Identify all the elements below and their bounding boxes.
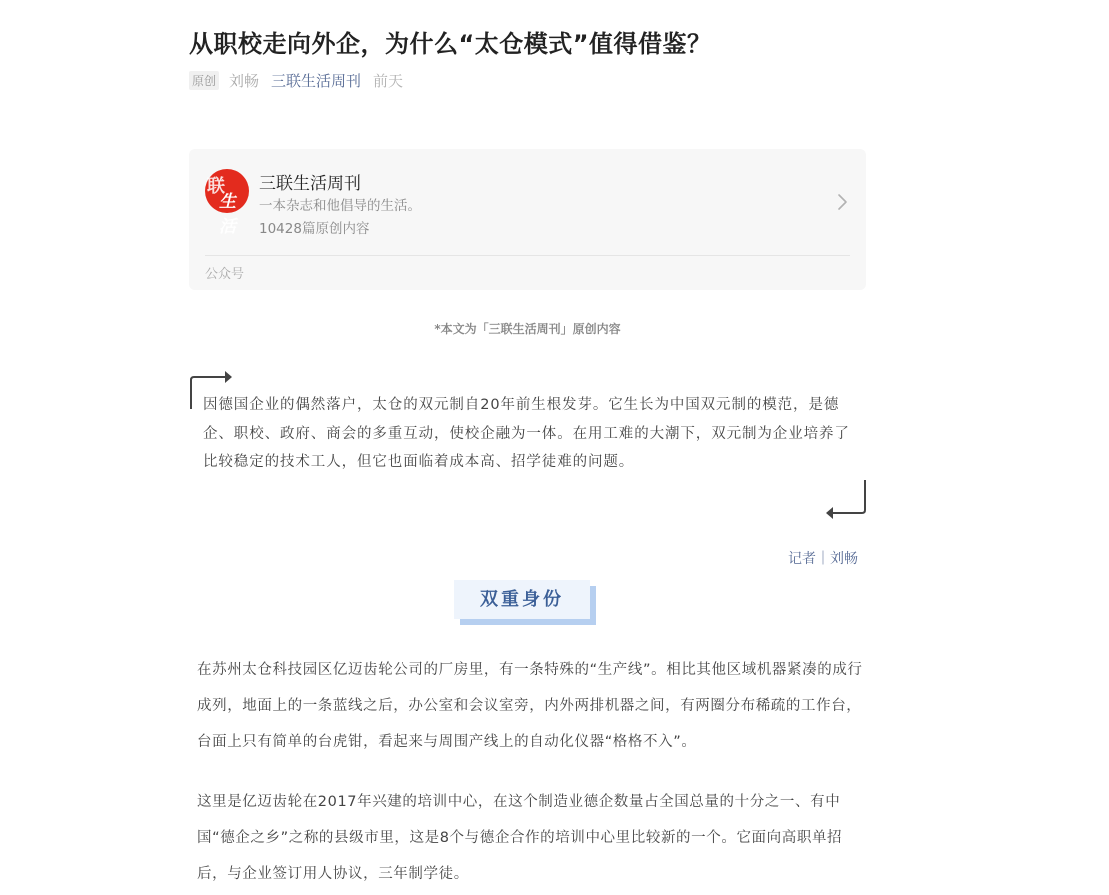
original-note: *本文为「三联生活周刊」原创内容 xyxy=(434,322,621,336)
account-type-label: 公众号 xyxy=(205,267,245,282)
author-name: 刘畅 xyxy=(229,71,260,90)
section-heading xyxy=(454,580,596,626)
avatar-text-2: 生活 xyxy=(219,192,236,237)
article-meta xyxy=(189,70,403,90)
quote-bracket-close-icon xyxy=(825,478,869,522)
account-link[interactable]: 三联生活周刊 xyxy=(271,71,362,90)
original-badge: 原创 xyxy=(189,71,219,90)
section-heading-text: 双重身份 xyxy=(454,580,590,619)
intro-text: 因德国企业的偶然落户，太仓的双元制自20年前生根发芽。它生长为中国双元制的模范，是德企、职校、政府、商会的多重互动，使校企融为一体。在用工难的大潮下，双元制为企业培养了比较稳定的技术工人，但它也面临着成本高、招学徒难的问题。 xyxy=(203,397,850,470)
account-description: 一本杂志和他倡导的生活。 xyxy=(259,198,421,214)
account-avatar[interactable] xyxy=(205,169,249,237)
publish-date: 前天 xyxy=(373,71,404,90)
reporter-byline: 记者｜刘畅 xyxy=(788,551,858,567)
card-divider xyxy=(205,255,850,256)
paragraph-2: 这里是亿迈齿轮在2017年兴建的培训中心，在这个制造业德企数量占全国总量的十分之一、有中国“德企之乡”之称的县级市里，这是8个与德企合作的培训中心里比较新的一个。它面向高职单招后，与企业签订用人协议，三年制学徒。 xyxy=(197,794,843,882)
chevron-right-icon[interactable] xyxy=(836,191,850,213)
account-card[interactable] xyxy=(189,149,866,290)
account-name: 三联生活周刊 xyxy=(259,174,361,194)
article-title: 从职校走向外企，为什么“太仓模式”值得借鉴？ xyxy=(189,30,712,58)
account-article-count: 10428篇原创内容 xyxy=(259,221,370,237)
paragraph-1: 在苏州太仓科技园区亿迈齿轮公司的厂房里，有一条特殊的“生产线”。相比其他区域机器紧凑的成行成列，地面上的一条蓝线之后，办公室和会议室旁，内外两排机器之间，有两圈分布稀疏的工作台，台面上只有简单的台虎钳，看起来与周围产线上的自动化仪器“格格不入”。 xyxy=(197,662,863,750)
avatar-text-1: 联 xyxy=(207,176,225,197)
